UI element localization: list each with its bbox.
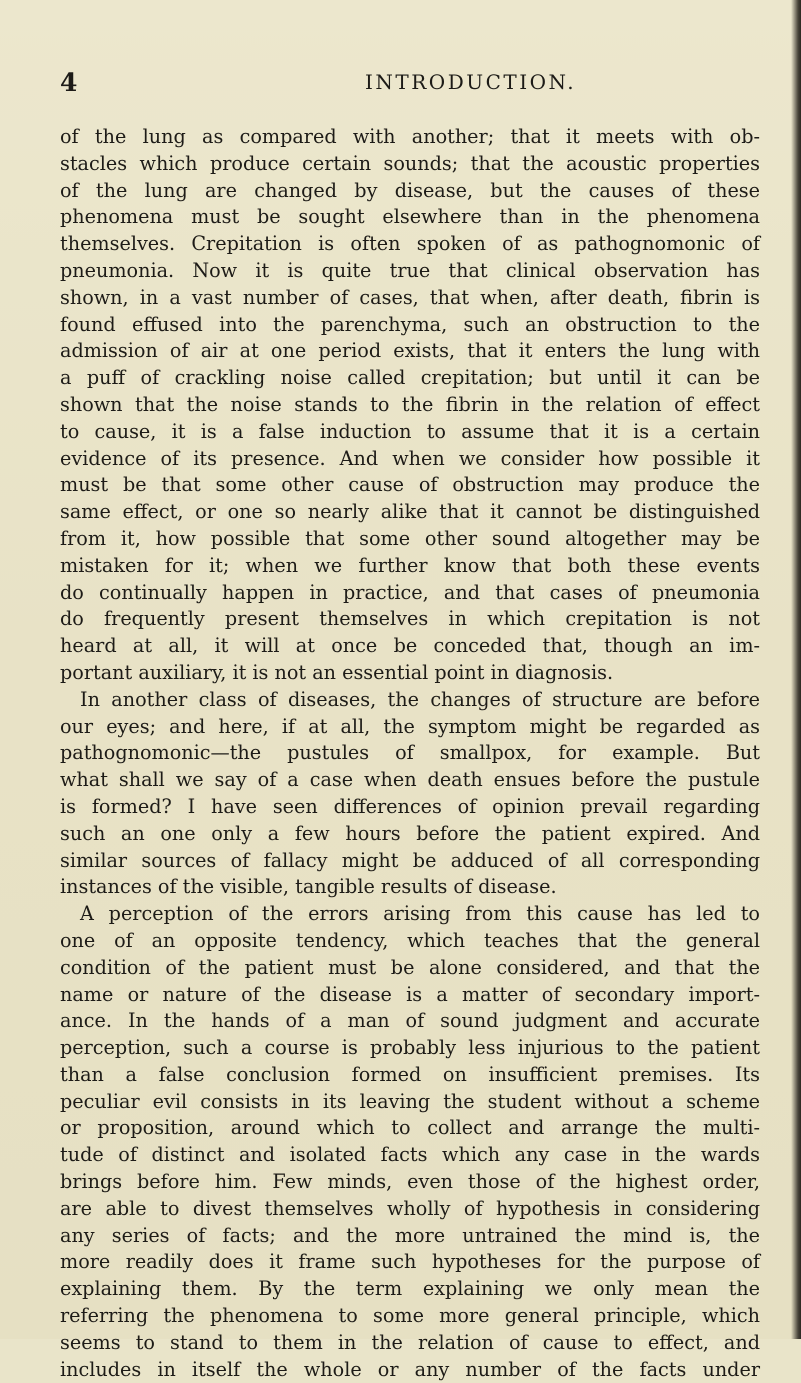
text-line: a puff of crackling noise called crepitation; but until it can be [60,366,760,390]
text-line: do frequently present themselves in which crepitation is not [60,607,760,631]
text-line: explaining them. By the term explaining we only mean the [60,1277,760,1301]
text-line: of the lung as compared with another; that it meets with ob- [60,125,760,148]
text-line: do continually happen in practice, and that cases of pneumonia [60,580,760,604]
text-line: condition of the patient must be alone considered, and that the [60,955,760,979]
text-line: mistaken for it; when we further know that both these events [60,553,760,577]
text-line: evidence of its presence. And when we consider how possible it [60,446,760,470]
text-line: brings before him. Few minds, even those of the highest order, [60,1170,760,1194]
running-title: INTRODUCTION. [365,70,577,94]
text-line: heard at all, it will at once be conceded that, though an im- [60,634,760,658]
text-line: one of an opposite tendency, which teaches that the general [60,928,760,952]
text-line: is formed? I have seen differences of opinion prevail regarding [60,794,760,818]
paragraph-first-line: In another class of diseases, the changes of structure are before [80,687,760,711]
paragraph-first-line: A perception of the errors arising from this cause has led to [80,902,760,926]
text-line: such an one only a few hours before the patient expired. And [60,821,760,845]
text-line: pneumonia. Now it is quite true that clinical observation has [60,258,760,282]
text-line: than a false conclusion formed on insufficient premises. Its [60,1062,760,1086]
text-line: themselves. Crepitation is often spoken of as pathognomonic of [60,232,760,256]
text-line: includes in itself the whole or any number of the facts under [60,1357,760,1381]
text-line: portant auxiliary, it is not an essential point in diagnosis. [60,660,614,684]
page-header [60,68,760,108]
page-edge-shadow [791,0,801,1339]
text-line: similar sources of fallacy might be adduced of all corresponding [60,848,760,872]
text-line: instances of the visible, tangible results of disease. [60,875,557,899]
body-text [60,124,760,1383]
text-line: tude of distinct and isolated facts which any case in the wards [60,1143,760,1167]
text-line: to cause, it is a false induction to assume that it is a certain [60,419,760,443]
text-line: must be that some other cause of obstruction may produce the [60,473,760,497]
text-line: perception, such a course is probably less injurious to the patient [60,1036,760,1060]
text-line: from it, how possible that some other sound altogether may be [60,526,760,550]
text-line: same effect, or one so nearly alike that it cannot be distinguished [60,500,760,524]
text-line: seems to stand to them in the relation of cause to effect, and [60,1330,760,1354]
text-line: admission of air at one period exists, that it enters the lung with [60,339,760,363]
text-line: our eyes; and here, if at all, the symptom might be regarded as [60,714,760,738]
text-line: pathognomonic—the pustules of smallpox, for example. But [60,741,760,765]
text-line: or proposition, around which to collect and arrange the multi- [60,1116,760,1140]
text-line: what shall we say of a case when death ensues before the pustule [60,768,760,792]
text-line: are able to divest themselves wholly of hypothesis in considering [60,1196,760,1220]
text-line: peculiar evil consists in its leaving the student without a scheme [60,1089,760,1113]
text-line: more readily does it frame such hypotheses for the purpose of [60,1250,760,1274]
text-line: any series of facts; and the more untrained the mind is, the [60,1223,760,1247]
text-line: ance. In the hands of a man of sound judgment and accurate [60,1009,760,1033]
page-number: 4 [60,68,78,97]
text-line: found effused into the parenchyma, such an obstruction to the [60,312,760,336]
text-line: shown, in a vast number of cases, that when, after death, fibrin is [60,285,760,309]
text-line: stacles which produce certain sounds; that the acoustic properties [60,151,760,175]
text-line: phenomena must be sought elsewhere than in the phenomena [60,205,760,229]
text-line: referring the phenomena to some more general principle, which [60,1304,760,1328]
text-line: of the lung are changed by disease, but the causes of these [60,178,760,202]
text-line: name or nature of the disease is a matter of secondary import- [60,982,760,1006]
text-line: shown that the noise stands to the fibrin in the relation of effect [60,392,760,416]
